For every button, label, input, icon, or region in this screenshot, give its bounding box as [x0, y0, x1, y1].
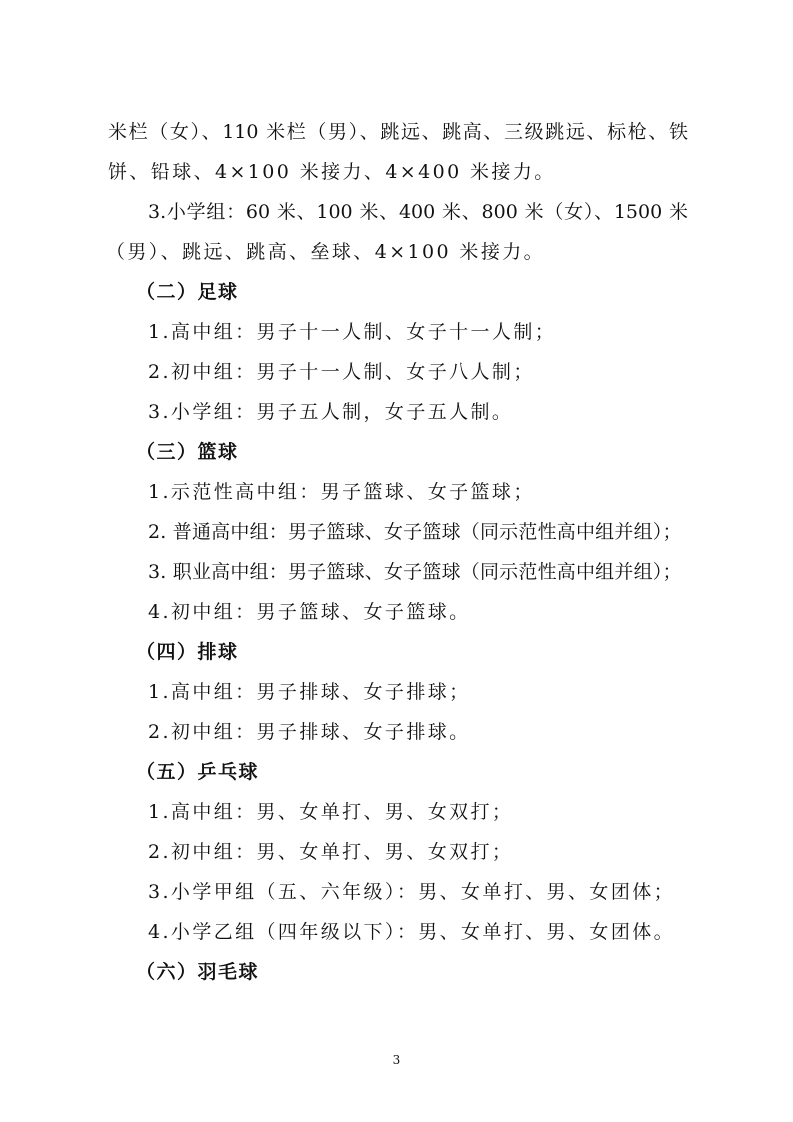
- page-number: 3: [392, 1053, 401, 1067]
- list-item: 1.示范性高中组：男子篮球、女子篮球；: [148, 481, 535, 503]
- list-item: 4.小学乙组（四年级以下）：男、女单打、男、女团体。: [148, 921, 676, 943]
- section-heading-badminton: （六）羽毛球: [136, 961, 260, 983]
- section-heading-basketball: （三）篮球: [136, 441, 239, 463]
- list-item: 2.初中组：男子十一人制、女子八人制；: [148, 361, 535, 383]
- list-item: 3. 职业高中组：男子篮球、女子篮球（同示范性高中组并组）；: [148, 561, 682, 583]
- list-item: 1.高中组：男子十一人制、女子十一人制；: [148, 321, 557, 343]
- text-line: 米栏（女）、110 米栏（男）、跳远、跳高、三级跳远、标枪、铁: [108, 121, 688, 143]
- list-item: 2. 普通高中组：男子篮球、女子篮球（同示范性高中组并组）；: [148, 521, 682, 543]
- list-item: 3.小学组：60 米、100 米、400 米、800 米（女）、1500 米: [148, 201, 688, 223]
- list-item: 3.小学甲组（五、六年级）：男、女单打、男、女团体；: [148, 881, 676, 903]
- list-item: 1.高中组：男、女单打、男、女双打；: [148, 801, 514, 823]
- text-line: （男）、跳远、跳高、垒球、4×100 米接力。: [106, 241, 546, 263]
- text-line: 饼、铅球、4×100 米接力、4×400 米接力。: [108, 161, 556, 183]
- list-item: 4.初中组：男子篮球、女子篮球。: [148, 601, 471, 623]
- section-heading-table-tennis: （五）乒乓球: [136, 761, 260, 783]
- list-item: 3.小学组：男子五人制，女子五人制。: [148, 401, 514, 423]
- section-heading-volleyball: （四）排球: [136, 641, 239, 663]
- list-item: 1.高中组：男子排球、女子排球；: [148, 681, 471, 703]
- list-item: 2.初中组：男子排球、女子排球。: [148, 721, 471, 743]
- list-item: 2.初中组：男、女单打、男、女双打；: [148, 841, 514, 863]
- section-heading-football: （二）足球: [136, 281, 239, 303]
